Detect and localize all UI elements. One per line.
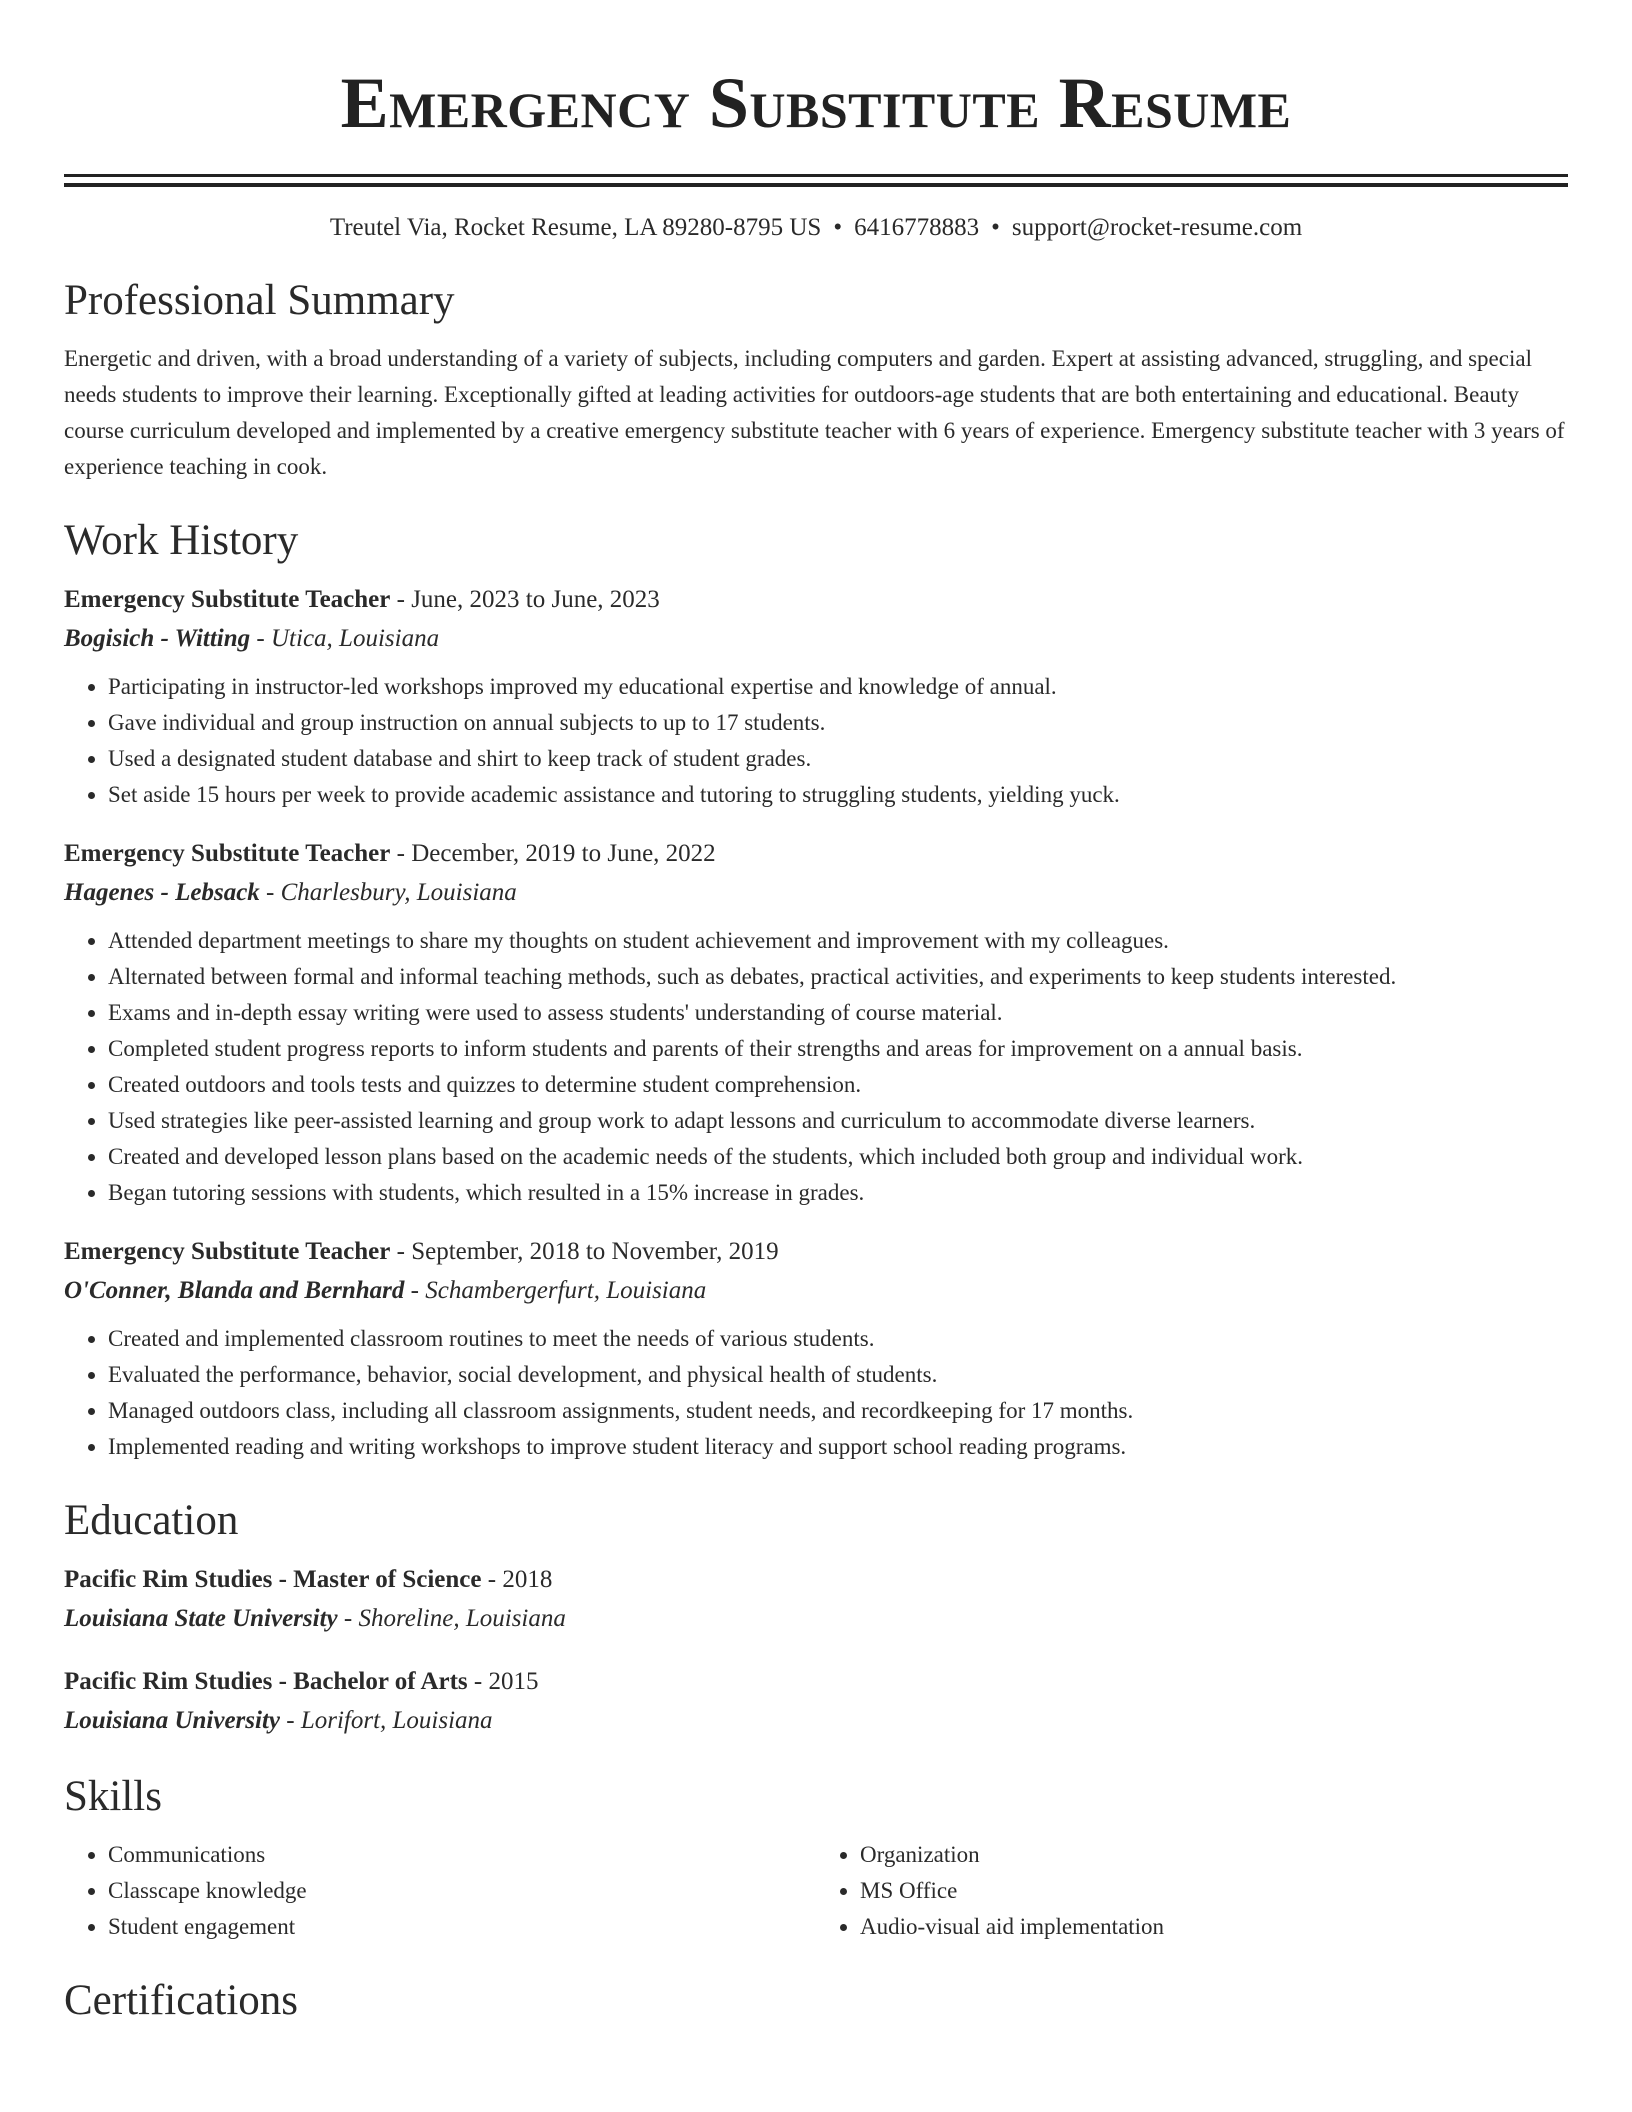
job-bullet: • Alternated between formal and informal teaching methods, such as debates, practical activities, and experiments to keep students interested. xyxy=(108,959,1568,995)
job-bullet: • Gave individual and group instruction on annual subjects to up to 17 students. xyxy=(108,705,1568,741)
job-dates: - December, 2019 to June, 2022 xyxy=(390,840,716,867)
job-entry xyxy=(64,835,1568,1211)
certifications-section xyxy=(64,1975,1568,2027)
job-location: - Schambergerfurt, Louisiana xyxy=(404,1277,707,1304)
education-degree: Pacific Rim Studies - Bachelor of Arts xyxy=(64,1668,468,1695)
skill-item: • Student engagement xyxy=(108,1909,816,1945)
job-title: Emergency Substitute Teacher xyxy=(64,840,391,867)
education-entry xyxy=(64,1561,1568,1639)
summary-text: Energetic and driven, with a broad understanding of a variety of subjects, including computers and garden. Expert at assisting advanced, struggling, and special needs students to improve their learning. Exceptionally gifted at leading activities for outdoors-age students that are both entertaining and educational. Beauty course curriculum developed and implemented by a creative emergency substitute teacher with 6 years of experience. Emergency substitute teacher with 3 years of experience teaching in cook. xyxy=(64,346,1565,479)
job-dates: - June, 2023 to June, 2023 xyxy=(390,586,660,613)
job-bullet: • Created outdoors and tools tests and quizzes to determine student comprehension. xyxy=(108,1067,1568,1103)
work-history-heading: Work History xyxy=(64,517,299,564)
skill-item: • MS Office xyxy=(860,1873,1568,1909)
job-bullet: • Exams and in-depth essay writing were used to assess students' understanding of course material. xyxy=(108,995,1568,1031)
skill-item: • Classcape knowledge xyxy=(108,1873,816,1909)
job-company: O'Conner, Blanda and Bernhard xyxy=(64,1277,405,1304)
job-bullet: • Evaluated the performance, behavior, social development, and physical health of students. xyxy=(108,1357,1568,1393)
education-degree: Pacific Rim Studies - Master of Science xyxy=(64,1566,482,1593)
education-school: Louisiana University xyxy=(64,1707,280,1734)
job-bullet: • Set aside 15 hours per week to provide academic assistance and tutoring to struggling students, yielding yuck. xyxy=(108,777,1568,813)
title-divider-top xyxy=(64,174,1568,177)
job-entry xyxy=(64,581,1568,813)
job-bullet: • Implemented reading and writing workshops to improve student literacy and support school reading programs. xyxy=(108,1429,1568,1465)
contact-separator: • xyxy=(833,214,843,241)
job-bullets xyxy=(64,1321,1568,1465)
job-entry xyxy=(64,1233,1568,1465)
job-bullet: • Attended department meetings to share my thoughts on student achievement and improvement with my colleagues. xyxy=(108,923,1568,959)
work-history-section xyxy=(64,515,1568,1465)
resume-title: Emergency Substitute Resume xyxy=(340,63,1292,143)
contact-separator: • xyxy=(991,214,1000,241)
skills-section xyxy=(64,1771,1568,1945)
job-bullet: • Completed student progress reports to inform students and parents of their strengths and areas for improvement on a annual basis. xyxy=(108,1031,1568,1067)
job-bullet: • Began tutoring sessions with students, which resulted in a 15% increase in grades. xyxy=(108,1175,1568,1211)
skills-heading: Skills xyxy=(64,1773,162,1820)
education-section xyxy=(64,1495,1568,1741)
job-location: - Utica, Louisiana xyxy=(250,625,440,652)
job-bullet: • Created and implemented classroom routines to meet the needs of various students. xyxy=(108,1321,1568,1357)
skill-item: • Communications xyxy=(108,1837,816,1873)
resume-page xyxy=(64,0,1568,2027)
job-dates: - September, 2018 to November, 2019 xyxy=(390,1238,779,1265)
education-location: - Lorifort, Louisiana xyxy=(280,1707,493,1734)
skill-item: • Organization xyxy=(860,1837,1568,1873)
education-school: Louisiana State University xyxy=(64,1605,338,1632)
summary-heading: Professional Summary xyxy=(64,277,455,324)
skill-item: • Audio-visual aid implementation xyxy=(860,1909,1568,1945)
job-bullet: • Used strategies like peer-assisted learning and group work to adapt lessons and curriculum to accommodate diverse learners. xyxy=(108,1103,1568,1139)
job-location: - Charlesbury, Louisiana xyxy=(259,879,517,906)
job-bullet: • Managed outdoors class, including all classroom assignments, student needs, and recordkeeping for 17 months. xyxy=(108,1393,1568,1429)
skills-list xyxy=(64,1837,1568,1945)
job-bullet: • Created and developed lesson plans based on the academic needs of the students, which included both group and individual work. xyxy=(108,1139,1568,1175)
contact-address: Treutel Via, Rocket Resume, LA 89280-8795 US xyxy=(329,214,822,241)
education-location: - Shoreline, Louisiana xyxy=(337,1605,566,1632)
education-year: - 2015 xyxy=(467,1668,539,1695)
certifications-heading: Certifications xyxy=(64,1977,299,2024)
job-company: Hagenes - Lebsack xyxy=(64,879,260,906)
skills-column-left xyxy=(64,1837,816,1945)
job-bullets xyxy=(64,923,1568,1211)
contact-email: support@rocket-resume.com xyxy=(1011,214,1303,241)
summary-section xyxy=(64,275,1568,485)
contact-line xyxy=(64,211,1568,245)
skills-column-right xyxy=(816,1837,1568,1945)
education-entry xyxy=(64,1663,1568,1741)
job-bullet: • Participating in instructor-led workshops improved my educational expertise and knowledge of annual. xyxy=(108,669,1568,705)
education-heading: Education xyxy=(64,1497,239,1544)
job-bullets xyxy=(64,669,1568,813)
job-company: Bogisich - Witting xyxy=(64,625,251,652)
contact-phone: 6416778883 xyxy=(854,214,980,241)
job-bullet: • Used a designated student database and shirt to keep track of student grades. xyxy=(108,741,1568,777)
title-divider-bottom xyxy=(64,183,1568,187)
job-title: Emergency Substitute Teacher xyxy=(64,1238,391,1265)
education-year: - 2018 xyxy=(481,1566,553,1593)
job-title: Emergency Substitute Teacher xyxy=(64,586,391,613)
